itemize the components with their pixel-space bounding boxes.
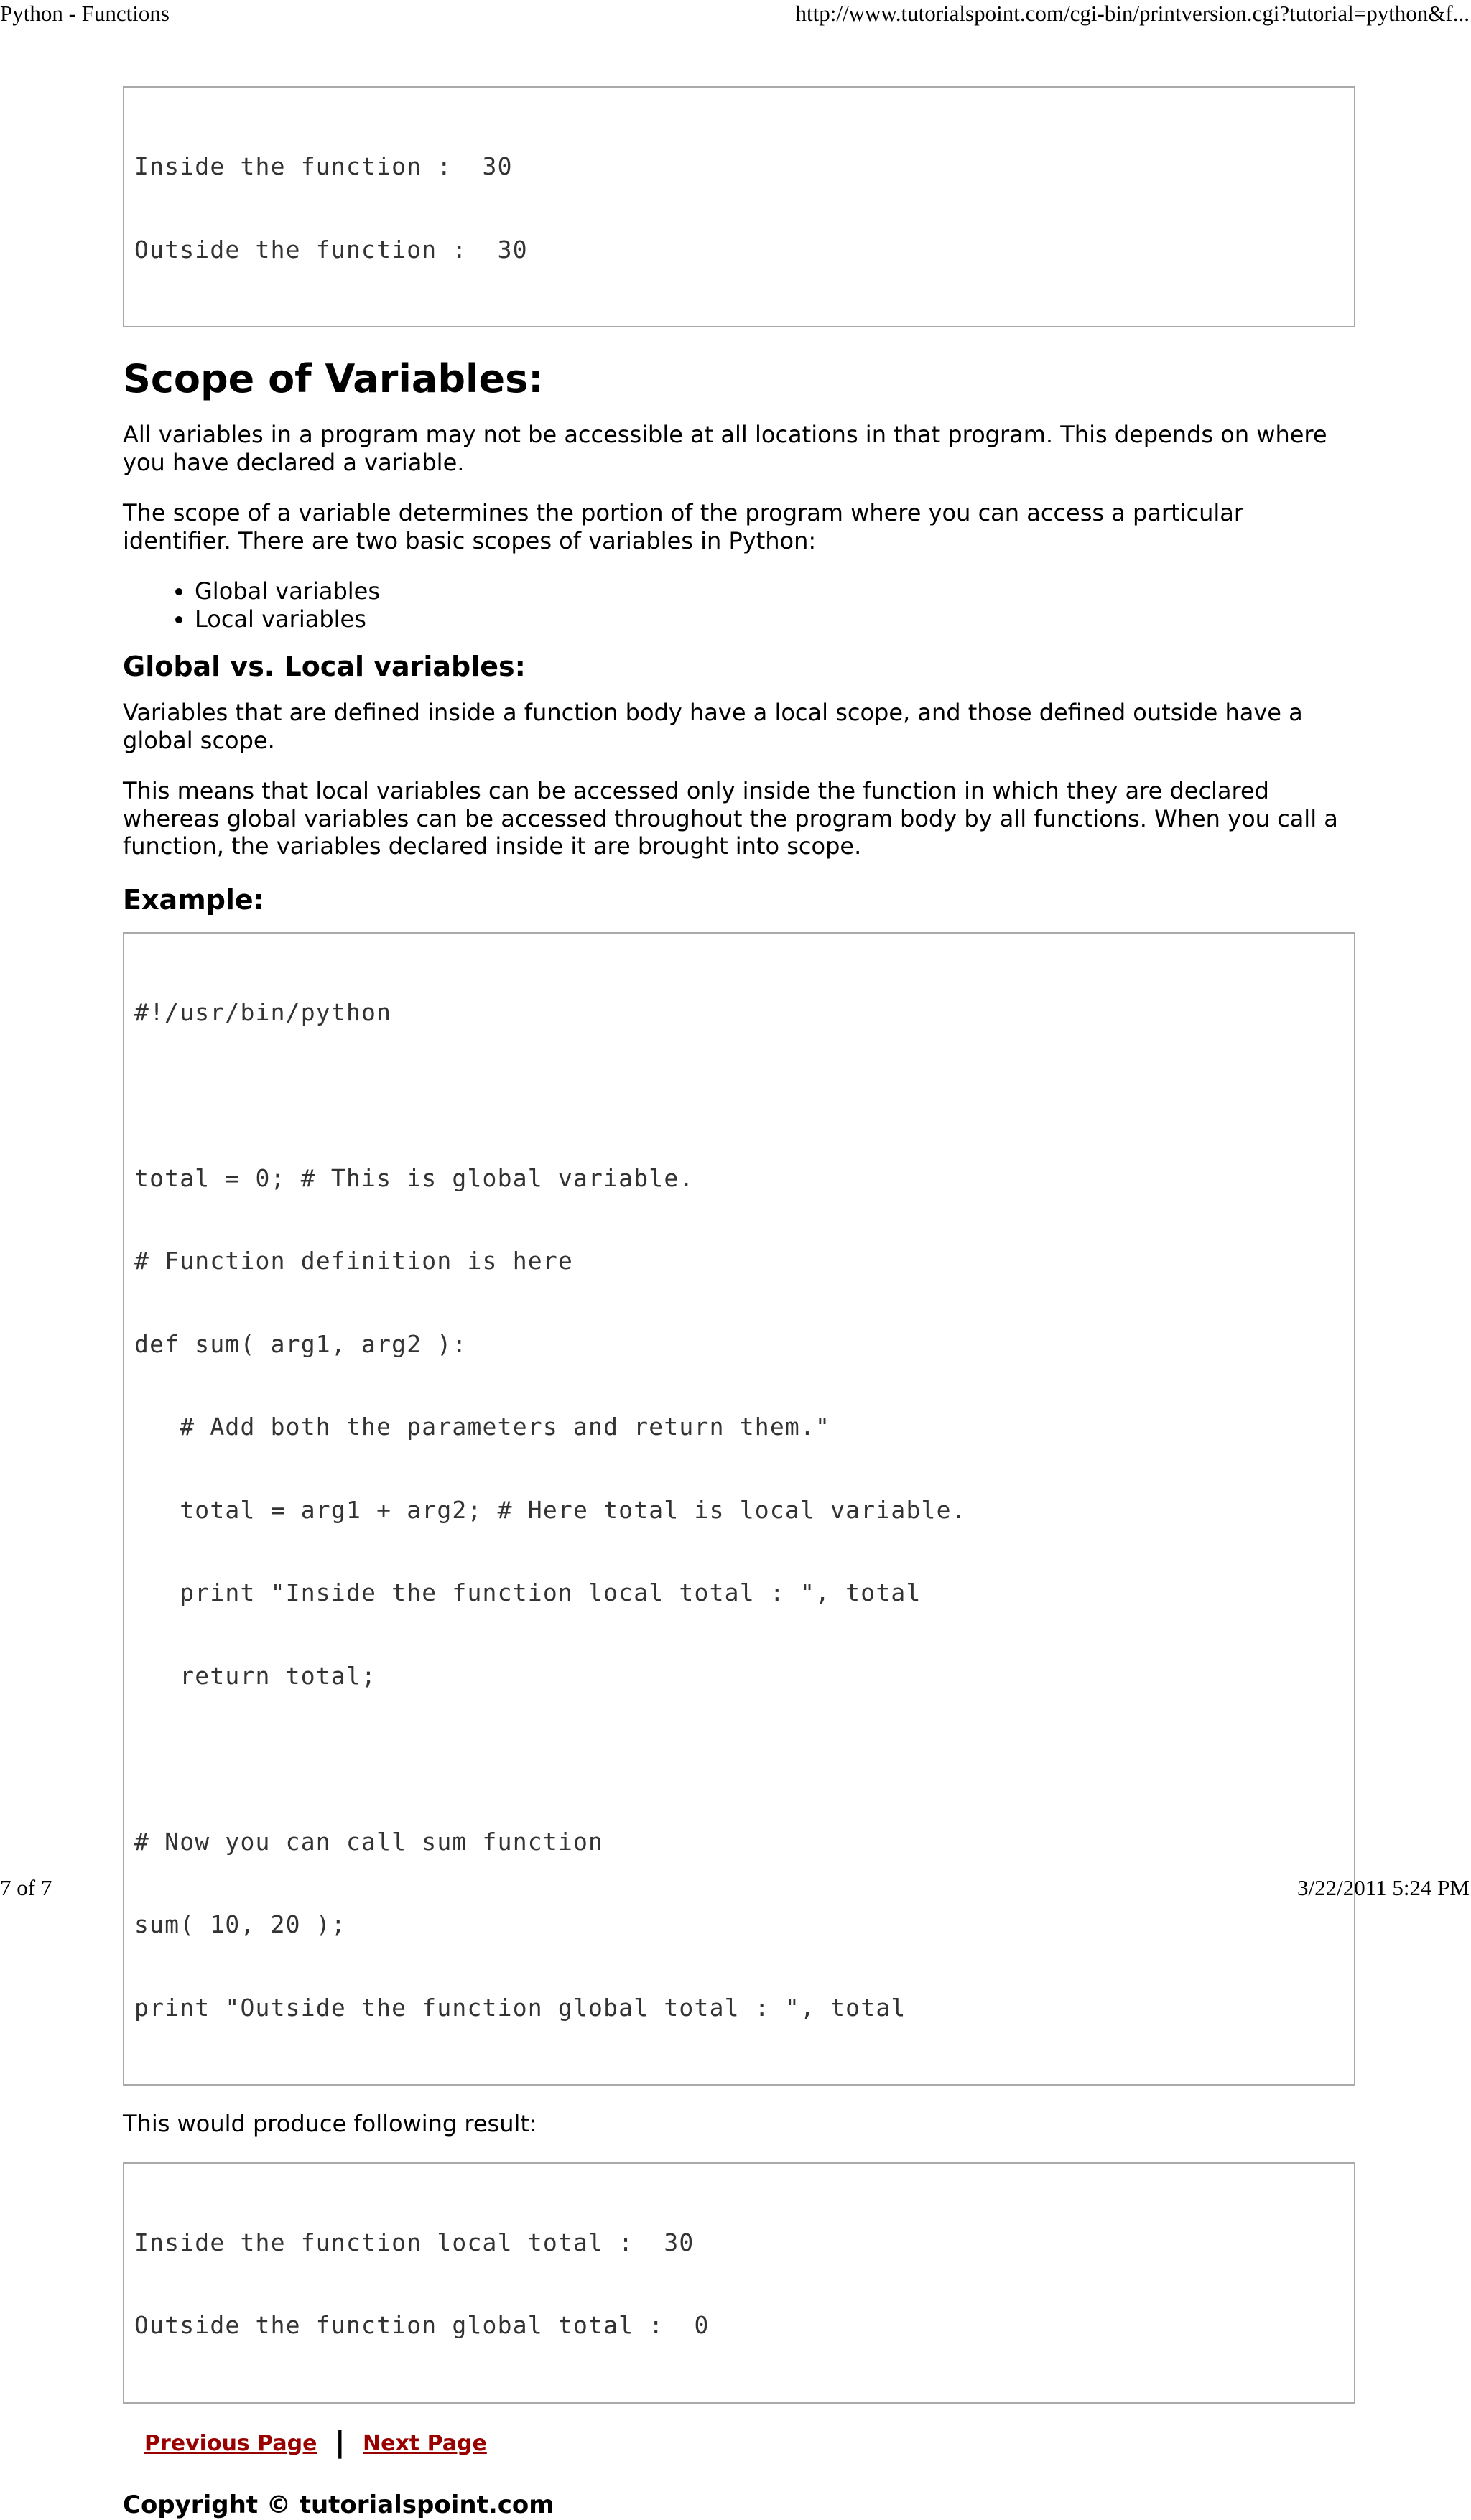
previous-page-link[interactable]: Previous Page	[144, 2430, 317, 2456]
print-page-title: Python - Functions	[0, 1, 170, 26]
print-page-url: http://www.tutorialspoint.com/cgi-bin/printversion.cgi?tutorial=python&f...	[795, 1, 1470, 26]
code-line: total = 0; # This is global variable.	[134, 1163, 695, 1192]
code-example-block	[123, 932, 1355, 2086]
page-content	[123, 86, 1355, 2520]
print-footer	[0, 1874, 1471, 1903]
output-line: Inside the function local total : 30	[134, 2228, 695, 2256]
nav-separator: |	[334, 2425, 345, 2459]
copyright-notice: Copyright © tutorialspoint.com	[123, 2490, 554, 2519]
list-item: • Global variables	[195, 577, 1355, 605]
paragraph-scope-definition: The scope of a variable determines the portion of the program where you can access a particular identifier. There are two basic scopes of variables in Python:	[123, 499, 1244, 554]
code-line: total = arg1 + arg2; # Here total is local variable.	[134, 1495, 967, 1524]
code-line: # Add both the parameters and return them."	[134, 1413, 831, 1441]
code-line: def sum( arg1, arg2 ):	[134, 1329, 468, 1358]
scope-list	[123, 577, 1355, 633]
code-line: print "Outside the function global total : ", total	[134, 1993, 906, 2022]
code-line: sum( 10, 20 );	[134, 1910, 346, 1938]
code-line: # Now you can call sum function	[134, 1827, 604, 1856]
output-block-result	[123, 2162, 1355, 2404]
paragraph-scope-intro: All variables in a program may not be accessible at all locations in that program. This depends on where you have declared a variable.	[123, 421, 1327, 476]
paragraph-local-global-def: Variables that are defined inside a function body have a local scope, and those defined outside have a global scope.	[123, 699, 1303, 754]
output-line: Outside the function global total : 0	[134, 2311, 710, 2339]
code-line	[134, 1745, 1344, 1773]
code-line	[134, 1082, 1344, 1110]
output-line: Outside the function : 30	[134, 235, 528, 264]
paragraph-local-global-access: This means that local variables can be accessed only inside the function in which they are declared whereas global variables can be accessed throughout the program body by all functions. When you call a function, the variables declared inside it are brought into scope.	[123, 777, 1338, 860]
code-line: print "Inside the function local total : ", total	[134, 1579, 922, 1607]
code-line: return total;	[134, 1661, 377, 1690]
print-header	[0, 0, 1471, 29]
output-line: Inside the function : 30	[134, 152, 513, 180]
heading-global-vs-local: Global vs. Local variables:	[123, 651, 526, 682]
heading-example: Example:	[123, 883, 264, 916]
list-item: • Local variables	[195, 605, 1355, 633]
page-indicator: 7 of 7	[0, 1875, 52, 1900]
output-block-previous	[123, 86, 1355, 327]
code-line: #!/usr/bin/python	[134, 998, 392, 1026]
heading-scope-of-variables: Scope of Variables:	[123, 356, 544, 401]
print-datetime: 3/22/2011 5:24 PM	[1297, 1875, 1470, 1900]
paragraph-result-intro: This would produce following result:	[123, 2110, 537, 2137]
code-line: # Function definition is here	[134, 1247, 573, 1275]
next-page-link[interactable]: Next Page	[363, 2430, 487, 2456]
page-navigation	[144, 2425, 1355, 2459]
